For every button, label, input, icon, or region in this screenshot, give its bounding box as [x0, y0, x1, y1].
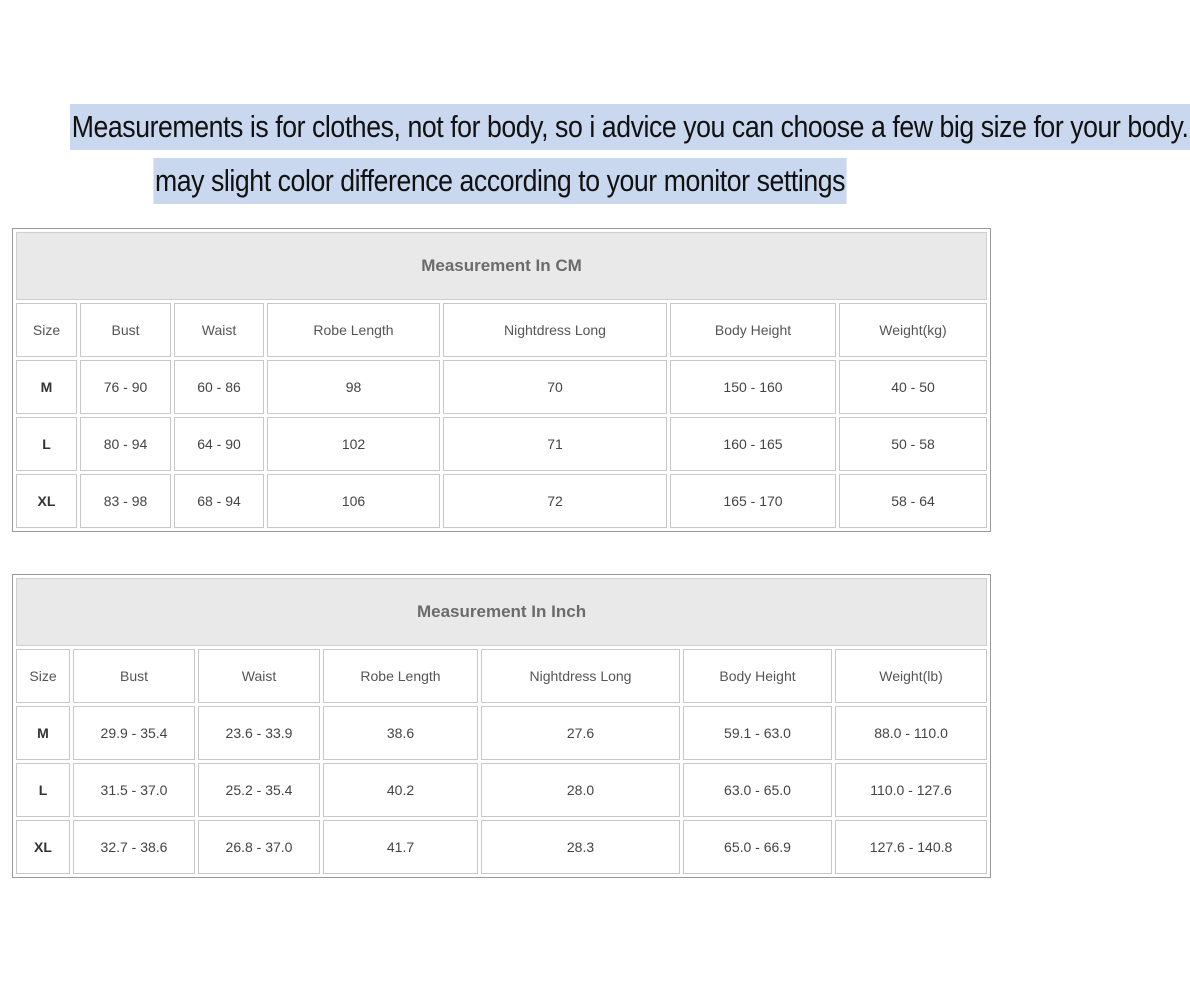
column-header: Robe Length: [267, 303, 440, 357]
table-cell: 80 - 94: [80, 417, 171, 471]
table-cell: 27.6: [481, 706, 680, 760]
column-header: Size: [16, 649, 70, 703]
table-cell: 110.0 - 127.6: [835, 763, 987, 817]
table-cell: 25.2 - 35.4: [198, 763, 320, 817]
table-cell: 83 - 98: [80, 474, 171, 528]
table-cell: 29.9 - 35.4: [73, 706, 195, 760]
table-cell: 40 - 50: [839, 360, 987, 414]
column-header: Waist: [174, 303, 264, 357]
measurement-inch-table: [12, 574, 991, 878]
table-cell: 32.7 - 38.6: [73, 820, 195, 874]
table-row: [16, 360, 987, 414]
notice-line-2: [70, 158, 930, 204]
table-cell: 58 - 64: [839, 474, 987, 528]
table-cell: 98: [267, 360, 440, 414]
notice-line-1-text: Measurements is for clothes, not for body, so i advice you can choose a few big size for your body.: [70, 104, 1190, 150]
column-header: Body Height: [683, 649, 832, 703]
column-header: Weight(lb): [835, 649, 987, 703]
table-cell: 41.7: [323, 820, 478, 874]
table-cell: 127.6 - 140.8: [835, 820, 987, 874]
table-cell: 38.6: [323, 706, 478, 760]
measurement-cm-table: [12, 228, 991, 532]
table-cell: 76 - 90: [80, 360, 171, 414]
table-cell: 160 - 165: [670, 417, 836, 471]
table-row: [16, 417, 987, 471]
column-header: Waist: [198, 649, 320, 703]
column-header: Nightdress Long: [481, 649, 680, 703]
table-row: [16, 763, 987, 817]
table-cell: 68 - 94: [174, 474, 264, 528]
table-row: [16, 820, 987, 874]
table-row: [16, 706, 987, 760]
table-cell: 50 - 58: [839, 417, 987, 471]
table-cell: 23.6 - 33.9: [198, 706, 320, 760]
notice-line-1: [70, 104, 1189, 150]
column-header: Nightdress Long: [443, 303, 667, 357]
table-cell: 71: [443, 417, 667, 471]
table-cell: 31.5 - 37.0: [73, 763, 195, 817]
table-header-row: [16, 303, 987, 357]
table-cell: 28.0: [481, 763, 680, 817]
table-cell: 72: [443, 474, 667, 528]
size-cell: M: [16, 706, 70, 760]
table-cell: 165 - 170: [670, 474, 836, 528]
table-cell: 88.0 - 110.0: [835, 706, 987, 760]
table-cell: 60 - 86: [174, 360, 264, 414]
table-title-row: [16, 232, 987, 300]
table-cell: 70: [443, 360, 667, 414]
table-cell: 65.0 - 66.9: [683, 820, 832, 874]
column-header: Robe Length: [323, 649, 478, 703]
notice-line-2-text: may slight color difference according to your monitor settings: [153, 158, 846, 204]
size-cell: L: [16, 417, 77, 471]
table-cell: 102: [267, 417, 440, 471]
table-row: [16, 474, 987, 528]
size-cell: M: [16, 360, 77, 414]
size-cell: XL: [16, 474, 77, 528]
table-cell: 106: [267, 474, 440, 528]
table-cell: 28.3: [481, 820, 680, 874]
table-title: Measurement In CM: [16, 232, 987, 300]
table-cell: 59.1 - 63.0: [683, 706, 832, 760]
column-header: Bust: [80, 303, 171, 357]
column-header: Size: [16, 303, 77, 357]
table-cell: 26.8 - 37.0: [198, 820, 320, 874]
size-cell: L: [16, 763, 70, 817]
table-title-row: [16, 578, 987, 646]
table-cell: 150 - 160: [670, 360, 836, 414]
column-header: Body Height: [670, 303, 836, 357]
table-cell: 40.2: [323, 763, 478, 817]
table-cell: 64 - 90: [174, 417, 264, 471]
size-cell: XL: [16, 820, 70, 874]
table-title: Measurement In Inch: [16, 578, 987, 646]
column-header: Weight(kg): [839, 303, 987, 357]
table-header-row: [16, 649, 987, 703]
table-cell: 63.0 - 65.0: [683, 763, 832, 817]
column-header: Bust: [73, 649, 195, 703]
